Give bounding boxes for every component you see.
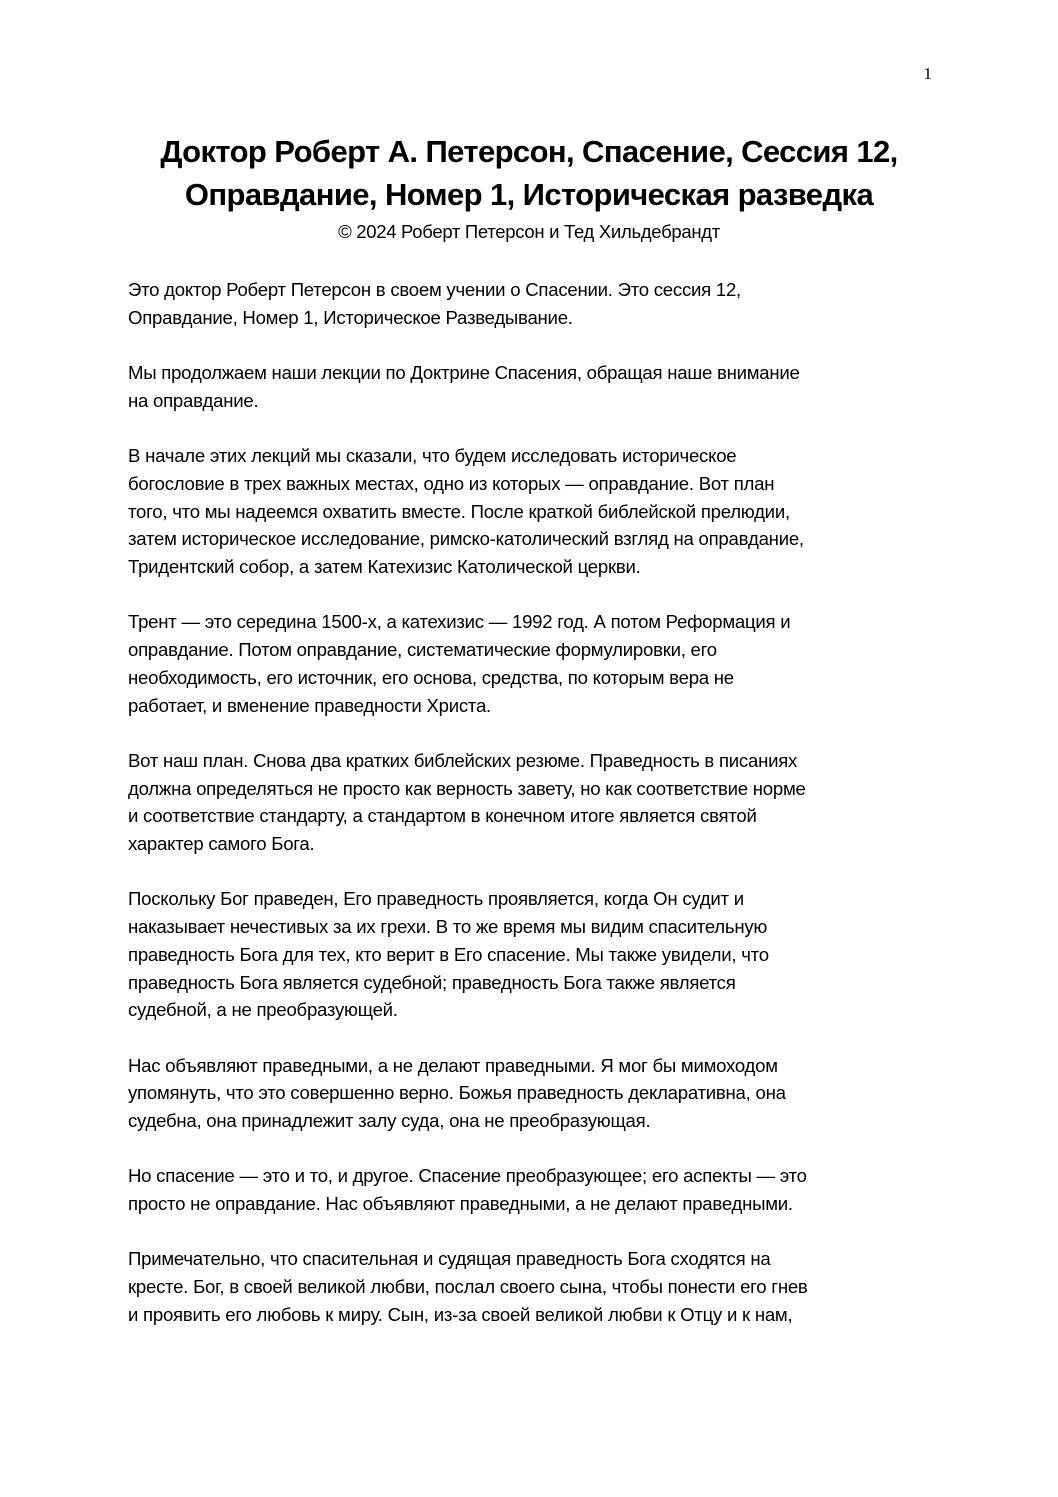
text-line: Мы продолжаем наши лекции по Доктрине Спасения, обращая наше внимание (128, 362, 800, 384)
text-line: и соответствие стандарту, а стандартом в конечном итоге является святой (128, 805, 757, 827)
text-line: судебной, а не преобразующей. (128, 999, 398, 1021)
text-line: кресте. Бог, в своей великой любви, послал своего сына, чтобы понести его гнев (128, 1276, 808, 1298)
text-line: Тридентский собор, а затем Катехизис Католической церкви. (128, 556, 641, 577)
paragraph (128, 276, 928, 331)
text-line: праведность Бога для тех, кто верит в Его спасение. Мы также увидели, что (128, 943, 769, 965)
text-line: оправдание. Потом оправдание, систематические формулировки, его (128, 639, 717, 661)
text-line: Нас объявляют праведными, а не делают праведными. Я мог бы мимоходом (128, 1054, 778, 1076)
title-line: Доктор Роберт А. Петерсон, Спасение, Сессия 12, (160, 134, 898, 169)
text-line: судебна, она принадлежит залу суда, она не преобразующая. (128, 1110, 651, 1131)
text-line: Но спасение — это и то, и другое. Спасение преобразующее; его аспекты — это (128, 1165, 807, 1187)
text-line: Поскольку Бог праведен, Его праведность проявляется, когда Он судит и (128, 888, 744, 910)
document-title (0, 130, 1058, 216)
text-line: Примечательно, что спасительная и судящая праведность Бога сходятся на (128, 1248, 771, 1270)
paragraph (128, 1162, 928, 1217)
text-line: того, что мы надеемся охватить вместе. После краткой библейской прелюдии, (128, 500, 790, 522)
text-line: работает, и вменение праведности Христа. (128, 694, 491, 716)
text-line: наказывает нечестивых за их грехи. В то же время мы видим спасительную (128, 916, 768, 938)
text-line: богословие в трех важных местах, одно из которых — оправдание. Вот план (128, 472, 775, 494)
paragraph (128, 747, 928, 858)
paragraph (128, 885, 928, 1024)
paragraph (128, 1245, 928, 1328)
page-number: 1 (923, 64, 932, 83)
text-line: Вот наш план. Снова два кратких библейских резюме. Праведность в писаниях (128, 749, 798, 771)
text-line: характер самого Бога. (128, 833, 315, 854)
text-line: просто не оправдание. Нас объявляют праведными, а не делают праведными. (128, 1193, 793, 1215)
paragraph (128, 608, 928, 719)
paragraph (128, 1052, 928, 1135)
text-line: затем историческое исследование, римско-католический взгляд на оправдание, (128, 528, 804, 550)
title-line: Оправдание, Номер 1, Историческая разведка (184, 177, 874, 212)
text-line: необходимость, его источник, его основа, средства, по которым вера не (128, 666, 734, 688)
copyright-notice: © 2024 Роберт Петерсон и Тед Хильдебрандт (338, 221, 720, 242)
text-line: Оправдание, Номер 1, Историческое Разведывание. (128, 306, 573, 328)
text-line: на оправдание. (128, 389, 259, 411)
text-line: упомянуть, что это совершенно верно. Божья праведность декларативна, она (128, 1082, 786, 1104)
paragraph (128, 442, 928, 581)
text-line: Это доктор Роберт Петерсон в своем учении о Спасении. Это сессия 12, (128, 279, 741, 300)
text-line: Трент — это середина 1500-х, а катехизис — 1992 год. А потом Реформация и (128, 611, 791, 633)
paragraph (128, 359, 928, 414)
text-line: и проявить его любовь к миру. Сын, из-за своей великой любви к Отцу и к нам, (128, 1303, 793, 1325)
text-line: В начале этих лекций мы сказали, что будем исследовать историческое (128, 445, 737, 467)
text-line: праведность Бога является судебной; праведность Бога также является (128, 971, 736, 993)
document-body (128, 276, 928, 1356)
text-line: должна определяться не просто как верность завету, но как соответствие норме (128, 777, 806, 799)
